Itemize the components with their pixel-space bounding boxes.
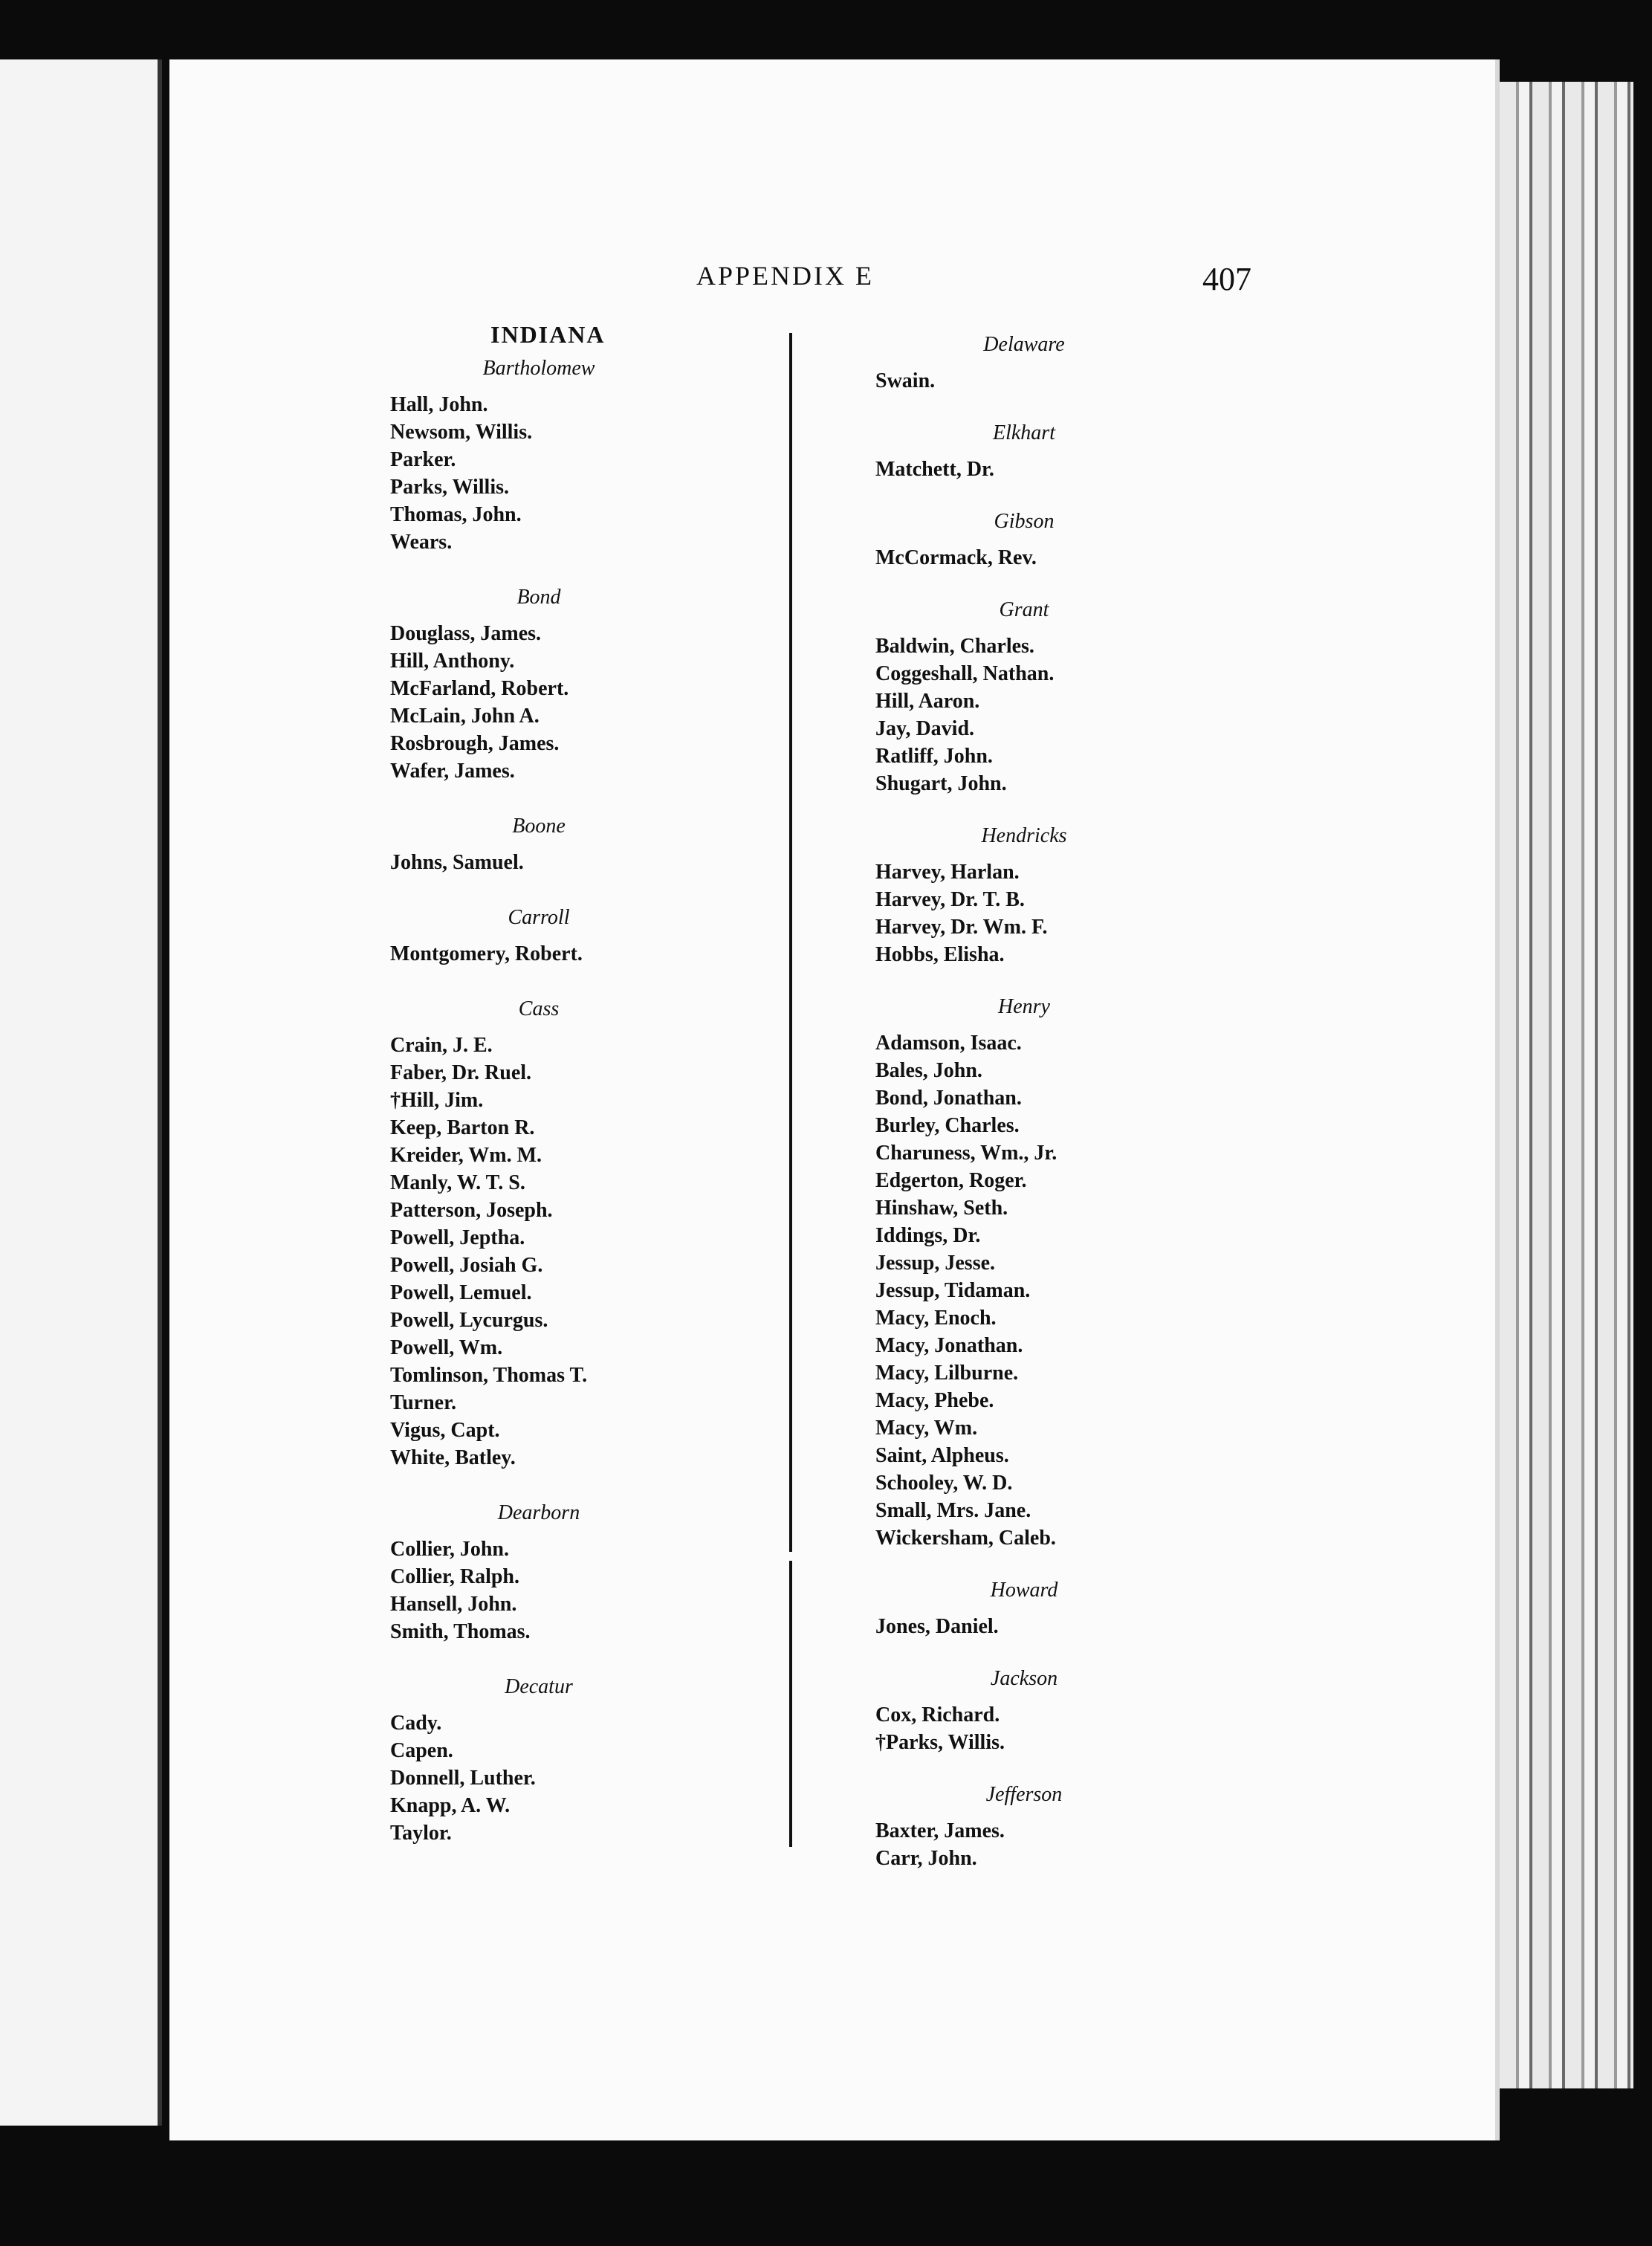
county-section — [390, 906, 702, 968]
person-name: Powell, Josiah G. — [390, 1254, 543, 1277]
person-name: Jessup, Tidaman. — [875, 1279, 1031, 1302]
person-name: Manly, W. T. S. — [390, 1171, 525, 1194]
person-name: Donnell, Luther. — [390, 1767, 536, 1790]
person-name: Bond, Jonathan. — [875, 1087, 1022, 1110]
person-name: Jones, Daniel. — [875, 1615, 999, 1638]
person-name: Hill, Aaron. — [875, 690, 980, 713]
person-name: Parks, Willis. — [390, 476, 510, 499]
county-section — [875, 1783, 1188, 1872]
county-name: Howard — [990, 1579, 1058, 1602]
person-name: Hinshaw, Seth. — [875, 1197, 1008, 1220]
person-name: Kreider, Wm. M. — [390, 1144, 542, 1167]
person-name: Montgomery, Robert. — [390, 942, 583, 965]
person-name: Baldwin, Charles. — [875, 635, 1034, 658]
person-name: Johns, Samuel. — [390, 851, 524, 874]
county-name: Bartholomew — [482, 357, 595, 380]
person-name: Powell, Jeptha. — [390, 1226, 525, 1249]
person-name: Rosbrough, James. — [390, 732, 560, 755]
person-name: McFarland, Robert. — [390, 677, 569, 700]
person-name: Cady. — [390, 1712, 442, 1735]
county-name: Carroll — [508, 906, 570, 929]
person-name: Shugart, John. — [875, 772, 1007, 795]
person-name: Hill, Anthony. — [390, 650, 515, 673]
column-divider — [789, 333, 792, 1552]
person-name: McLain, John A. — [390, 705, 540, 728]
county-section — [875, 824, 1188, 968]
county-section — [875, 1667, 1188, 1756]
county-section — [875, 995, 1188, 1552]
county-section — [390, 815, 702, 876]
person-name: Collier, John. — [390, 1538, 509, 1561]
county-name: Jefferson — [985, 1783, 1063, 1806]
person-name: Patterson, Joseph. — [390, 1199, 553, 1222]
county-name: Hendricks — [981, 824, 1067, 847]
county-section — [875, 510, 1188, 572]
person-name: Edgerton, Roger. — [875, 1169, 1027, 1192]
person-name: Schooley, W. D. — [875, 1472, 1013, 1495]
person-name: Charuness, Wm., Jr. — [875, 1142, 1057, 1165]
person-name: Douglass, James. — [390, 622, 542, 645]
person-name: Ratliff, John. — [875, 745, 993, 768]
county-section — [875, 1579, 1188, 1640]
county-section — [390, 1501, 702, 1645]
person-name: Harvey, Dr. T. B. — [875, 888, 1025, 911]
person-name: Wears. — [390, 531, 453, 554]
county-section — [390, 997, 702, 1472]
county-section — [390, 586, 702, 785]
person-name: Powell, Lycurgus. — [390, 1309, 548, 1332]
person-name: Turner. — [390, 1391, 456, 1414]
county-name: Cass — [518, 997, 560, 1020]
county-section — [875, 333, 1188, 395]
person-name: Carr, John. — [875, 1847, 977, 1870]
person-name: Macy, Phebe. — [875, 1389, 994, 1412]
person-name: Iddings, Dr. — [875, 1224, 981, 1247]
person-name: Adamson, Isaac. — [875, 1032, 1022, 1055]
county-name: Delaware — [983, 333, 1065, 356]
county-name: Elkhart — [993, 421, 1055, 444]
person-name: Hobbs, Elisha. — [875, 943, 1005, 966]
person-name: McCormack, Rev. — [875, 546, 1037, 569]
person-name: Cox, Richard. — [875, 1703, 1000, 1726]
person-name: Swain. — [875, 369, 936, 392]
person-name: Hansell, John. — [390, 1593, 517, 1616]
person-name: Hall, John. — [390, 393, 488, 416]
county-section — [875, 598, 1188, 797]
person-name: Jay, David. — [875, 717, 975, 740]
person-name: Powell, Lemuel. — [390, 1281, 532, 1304]
person-name: Burley, Charles. — [875, 1114, 1020, 1137]
state-heading: INDIANA — [490, 321, 606, 348]
person-name: Harvey, Dr. Wm. F. — [875, 916, 1048, 939]
county-name: Dearborn — [497, 1501, 580, 1524]
county-name: Grant — [999, 598, 1049, 621]
person-name: Harvey, Harlan. — [875, 861, 1020, 884]
person-name: Thomas, John. — [390, 503, 522, 526]
left-column — [390, 357, 702, 1877]
person-name: Keep, Barton R. — [390, 1116, 535, 1139]
person-name: Vigus, Capt. — [390, 1419, 500, 1442]
person-name: Crain, J. E. — [390, 1034, 493, 1057]
county-section — [390, 1675, 702, 1847]
county-name: Henry — [998, 995, 1050, 1018]
person-name: Wickersham, Caleb. — [875, 1527, 1056, 1550]
person-name: Smith, Thomas. — [390, 1620, 531, 1643]
right-column — [875, 333, 1188, 1899]
county-name: Bond — [516, 586, 561, 609]
person-name: Newsom, Willis. — [390, 421, 533, 444]
person-name: Capen. — [390, 1739, 453, 1762]
person-name: Jessup, Jesse. — [875, 1252, 996, 1275]
person-name: Macy, Wm. — [875, 1417, 978, 1440]
county-section — [390, 357, 702, 556]
person-name: Bales, John. — [875, 1059, 982, 1082]
person-name: Tomlinson, Thomas T. — [390, 1364, 588, 1387]
person-name: †Hill, Jim. — [390, 1089, 484, 1112]
person-name: Baxter, James. — [875, 1819, 1005, 1842]
person-name: Matchett, Dr. — [875, 458, 994, 481]
person-name: Faber, Dr. Ruel. — [390, 1061, 532, 1084]
running-head: APPENDIX E — [696, 261, 875, 291]
person-name: Coggeshall, Nathan. — [875, 662, 1055, 685]
person-name: Macy, Enoch. — [875, 1307, 997, 1330]
county-name: Boone — [512, 815, 566, 838]
person-name: Macy, Lilburne. — [875, 1362, 1019, 1385]
page-number: 407 — [1202, 261, 1251, 297]
county-name: Decatur — [505, 1675, 573, 1698]
facing-page-edge — [0, 59, 162, 2126]
column-divider — [789, 1561, 792, 1847]
person-name: Parker. — [390, 448, 456, 471]
person-name: †Parks, Willis. — [875, 1731, 1005, 1754]
person-name: Macy, Jonathan. — [875, 1334, 1023, 1357]
person-name: Small, Mrs. Jane. — [875, 1499, 1031, 1522]
book-page-edges — [1500, 82, 1633, 2088]
person-name: Powell, Wm. — [390, 1336, 503, 1359]
person-name: Taylor. — [390, 1822, 452, 1845]
county-name: Gibson — [994, 510, 1055, 533]
county-section — [875, 421, 1188, 483]
person-name: Saint, Alpheus. — [875, 1444, 1009, 1467]
county-name: Jackson — [990, 1667, 1058, 1690]
person-name: Wafer, James. — [390, 760, 515, 783]
person-name: Knapp, A. W. — [390, 1794, 511, 1817]
person-name: White, Batley. — [390, 1446, 516, 1469]
book-page — [169, 59, 1500, 2140]
person-name: Collier, Ralph. — [390, 1565, 519, 1588]
